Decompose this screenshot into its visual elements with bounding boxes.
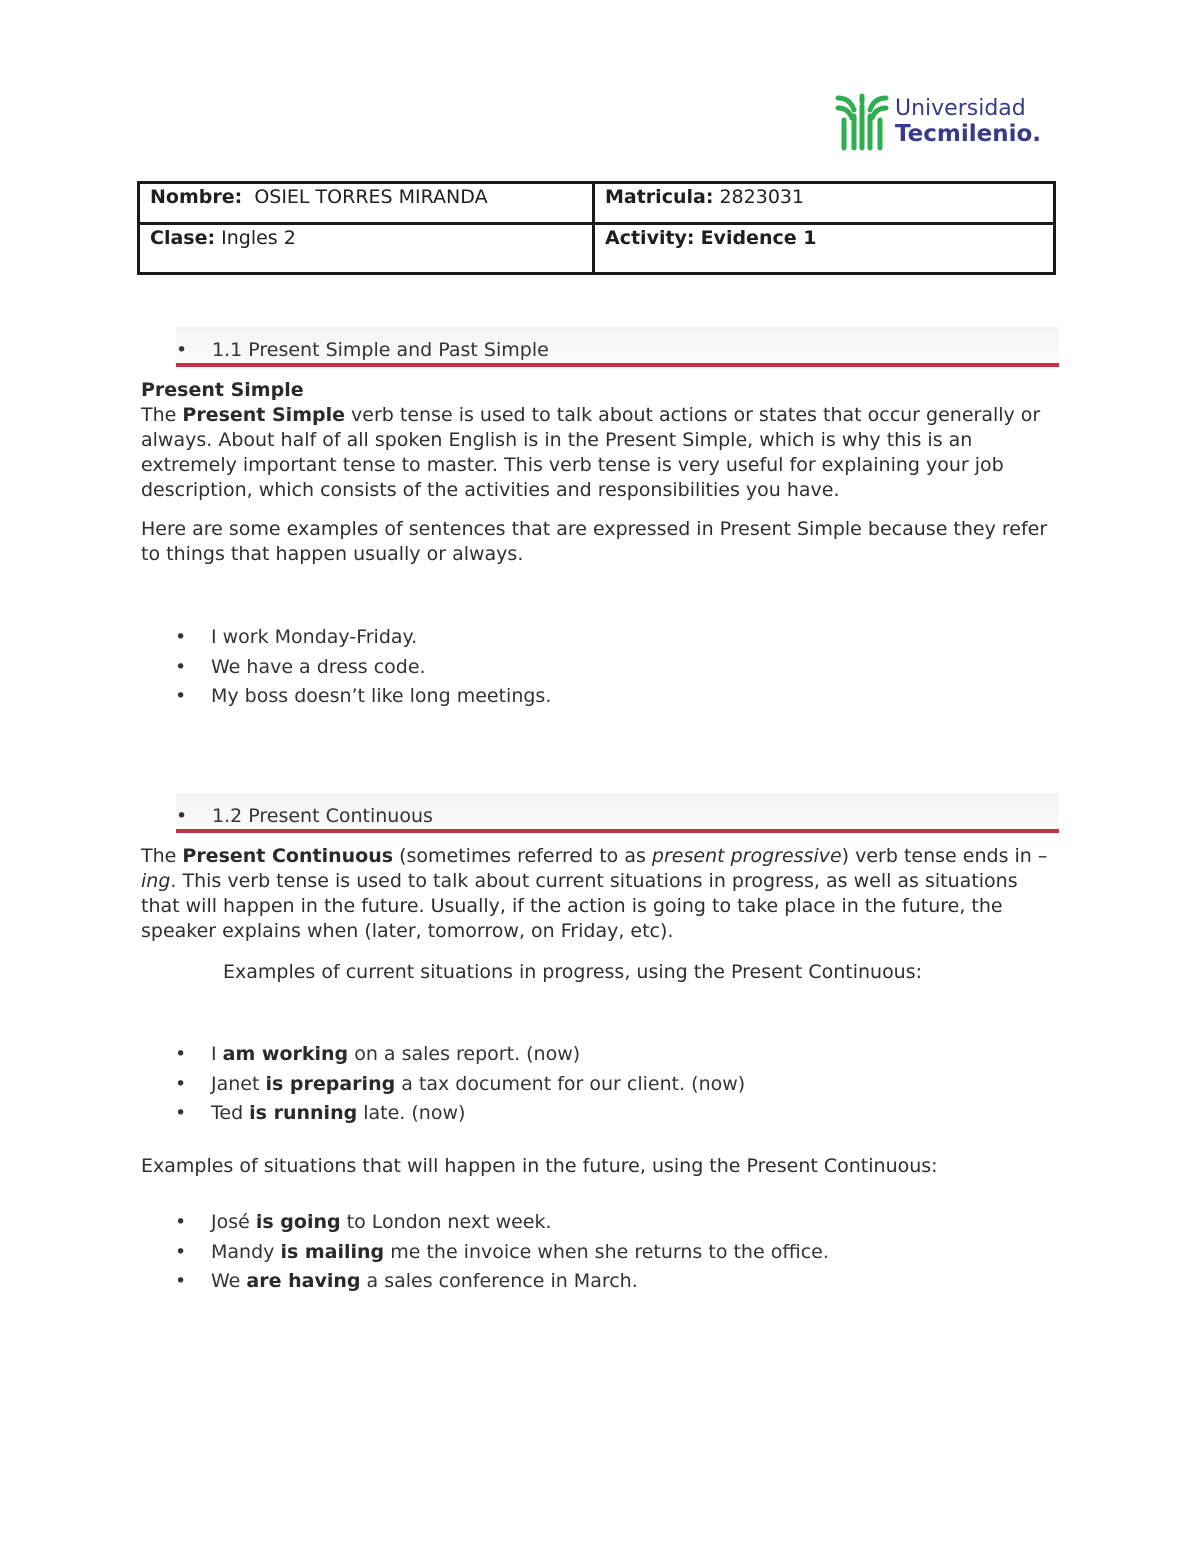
example-bold: is preparing <box>265 1072 396 1095</box>
logo-line-universidad: Universidad <box>895 96 1026 121</box>
activity-value: Evidence 1 <box>700 227 817 249</box>
section-2-body <box>141 844 1061 985</box>
section-heading-1-1 <box>176 327 1059 367</box>
table-row <box>139 224 1055 274</box>
tecmilenio-leaf-icon <box>834 92 890 152</box>
present-simple-intro <box>141 403 1061 503</box>
intro-italic: present progressive <box>651 845 842 867</box>
example-text: late. (now) <box>357 1102 466 1124</box>
matricula-label: Matricula: <box>605 186 714 208</box>
bullet-icon: • <box>175 1270 187 1292</box>
example-text: Janet <box>211 1072 266 1095</box>
section-heading-text: 1.2 Present Continuous <box>212 805 433 827</box>
table-row <box>139 183 1055 224</box>
intro-text: verb tense is used to talk about actions or states that occur generally or always. About half of all spoken English is in the Present Simple, which is why this is an extremely important tense to master. This verb tense is very useful for explaining your job description, which consists of the activities and responsibilities you have. <box>141 404 1041 501</box>
intro-text: (sometimes referred to as <box>393 845 652 867</box>
university-logo <box>834 92 1049 154</box>
example-text: Mandy <box>211 1240 281 1263</box>
section-heading-1-2 <box>176 793 1059 833</box>
section-1-body <box>141 378 1061 567</box>
example-text: a tax document for our client. (now) <box>395 1072 746 1095</box>
list-item <box>141 1238 1061 1268</box>
list-item <box>141 1208 1061 1238</box>
list-item <box>141 1267 1061 1297</box>
nombre-cell <box>139 183 594 224</box>
activity-cell <box>594 224 1055 274</box>
bullet-icon: • <box>175 1211 187 1233</box>
intro-text: The <box>141 404 183 426</box>
current-examples-intro: Examples of current situations in progress, using the Present Continuous: <box>223 961 923 983</box>
clase-label: Clase: <box>150 227 216 249</box>
nombre-label: Nombre: <box>150 186 243 208</box>
list-item <box>141 1099 1061 1129</box>
example-text: a sales conference in March. <box>360 1270 638 1292</box>
example-text: Ted <box>211 1102 250 1124</box>
example-text: to London next week. <box>340 1211 552 1233</box>
activity-label: Activity: <box>605 227 695 249</box>
example-bold: is mailing <box>280 1240 385 1263</box>
example-text: on a sales report. (now) <box>348 1043 581 1065</box>
current-examples-list <box>141 1040 1061 1129</box>
bullet-icon: • <box>175 1240 187 1263</box>
list-item <box>141 623 1061 653</box>
list-item <box>141 1040 1061 1070</box>
example-bold: is going <box>255 1211 341 1233</box>
example-text: me the invoice when she returns to the office. <box>384 1240 829 1263</box>
matricula-value: 2823031 <box>719 186 805 208</box>
example-text: I <box>211 1043 223 1065</box>
intro-text: ) verb tense ends in <box>841 845 1038 867</box>
bullet-icon: • <box>175 1072 187 1095</box>
list-item <box>141 1070 1061 1100</box>
examples-intro: Here are some examples of sentences that are expressed in Present Simple because they refer to things that happen usually or always. <box>141 518 1048 565</box>
list-item <box>141 682 1061 712</box>
intro-italic: –ing <box>141 845 1048 892</box>
present-simple-examples <box>141 623 1061 712</box>
example-bold: is running <box>249 1102 358 1124</box>
example-text: José <box>211 1211 256 1233</box>
section-heading-text: 1.1 Present Simple and Past Simple <box>212 339 549 361</box>
bullet-icon: • <box>175 1102 187 1124</box>
intro-bold: Present Continuous <box>182 845 394 867</box>
clase-cell <box>139 224 594 274</box>
future-examples-intro-block <box>141 1154 1061 1179</box>
clase-value: Ingles 2 <box>221 227 296 249</box>
example-bold: are having <box>246 1270 361 1292</box>
present-continuous-intro <box>141 844 1061 944</box>
intro-bold: Present Simple <box>182 404 345 426</box>
bullet-icon: • <box>175 1043 187 1065</box>
bullet-icon: • <box>176 339 188 361</box>
bullet-icon: • <box>176 805 188 827</box>
intro-text: The <box>141 845 183 867</box>
example-text: I work Monday-Friday. <box>211 626 418 648</box>
nombre-value: OSIEL TORRES MIRANDA <box>254 186 488 208</box>
matricula-cell <box>594 183 1055 224</box>
logo-wordmark <box>895 98 1041 146</box>
example-text: We have a dress code. <box>211 655 426 678</box>
bullet-icon: • <box>175 655 187 678</box>
example-text: My boss doesn’t like long meetings. <box>211 685 552 707</box>
list-item <box>141 653 1061 683</box>
intro-text: . This verb tense is used to talk about current situations in progress, as well as situations that will happen in the future. Usually, if the action is going to take place in the future, the speaker explains when (later, tomorrow, on Friday, etc). <box>141 870 1018 942</box>
bullet-icon: • <box>175 626 187 648</box>
logo-line-tecmilenio: Tecmilenio. <box>895 121 1041 147</box>
example-text: We <box>211 1270 247 1292</box>
present-simple-title: Present Simple <box>141 379 304 401</box>
future-examples-list <box>141 1208 1061 1297</box>
future-examples-intro: Examples of situations that will happen in the future, using the Present Continuous: <box>141 1155 938 1177</box>
student-info-table <box>137 181 1056 275</box>
bullet-icon: • <box>175 685 187 707</box>
example-bold: am working <box>222 1043 349 1065</box>
